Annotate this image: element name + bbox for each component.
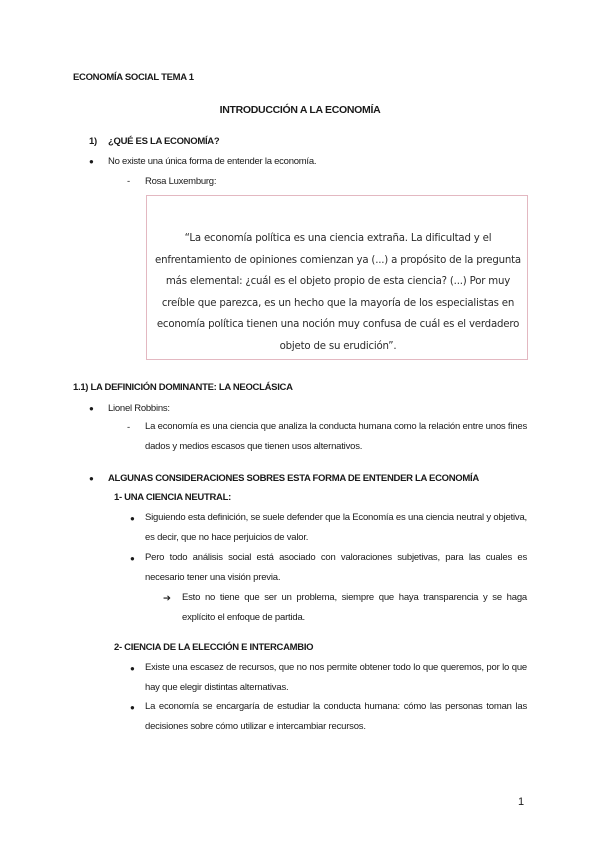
subsection-heading: 1.1) LA DEFINICIÓN DOMINANTE: LA NEOCLÁSICA — [73, 382, 293, 393]
bullet-icon: ● — [130, 703, 135, 712]
choice-heading: 2- CIENCIA DE LA ELECCIÓN E INTERCAMBIO — [114, 642, 314, 653]
document-header: ECONOMÍA SOCIAL TEMA 1 — [73, 72, 194, 83]
arrow-icon: ➔ — [163, 593, 171, 604]
neutral-arrow-text: Esto no tiene que ser un problema, siempre que haya transparencia y se haga explícito el enfoque de partida. — [182, 592, 527, 623]
bullet-icon: ● — [130, 664, 135, 673]
bullet-icon: ● — [89, 404, 94, 413]
definition-paragraph: La economía es una ciencia que analiza la conducta humana como la relación entre unos fines dados y medios escasos que tienen usos alternativos. — [145, 421, 527, 452]
bullet-icon: ● — [89, 474, 94, 483]
quote-text: “La economía política es una ciencia extraña. La dificultad y el enfrentamiento de opiniones comienzan ya (...) a propósito de la pregunta más elemental: ¿cuál es el objeto propio de esta ciencia? (...) Por muy creíble que parezca, es un hecho que la mayoría de los especialistas en economía política tienen una noción muy confusa de cuál es el verdadero objeto de su erudición”. — [155, 233, 521, 352]
quote-box — [146, 195, 528, 360]
sub-item-text: Rosa Luxemburg: — [145, 176, 217, 187]
dash-icon: - — [127, 176, 130, 187]
bullet-text: Lionel Robbins: — [108, 403, 170, 414]
considerations-heading: ALGUNAS CONSIDERACIONES SOBRES ESTA FORMA DE ENTENDER LA ECONOMÍA — [108, 473, 479, 484]
bullet-icon: ● — [130, 514, 135, 523]
neutral-item-1: Siguiendo esta definición, se suele defender que la Economía es una ciencia neutral y objetiva, es decir, que no hace perjuicios de valor. — [145, 512, 527, 543]
section-heading: ¿QUÉ ES LA ECONOMÍA? — [108, 136, 220, 147]
bullet-icon: ● — [89, 157, 94, 166]
dash-icon: - — [127, 422, 130, 433]
section-number: 1) — [89, 136, 97, 147]
page-number: 1 — [518, 796, 525, 808]
bullet-text: No existe una única forma de entender la economía. — [108, 156, 317, 167]
document-title: INTRODUCCIÓN A LA ECONOMÍA — [219, 104, 381, 116]
choice-item-1: Existe una escasez de recursos, que no nos permite obtener todo lo que queremos, por lo que hay que elegir distintas alternativas. — [145, 662, 527, 693]
neutral-heading: 1- UNA CIENCIA NEUTRAL: — [114, 492, 231, 503]
bullet-icon: ● — [130, 554, 135, 563]
neutral-item-2: Pero todo análisis social está asociado con valoraciones subjetivas, para las cuales es necesario tener una visión previa. — [145, 552, 527, 583]
choice-item-2: La economía se encargaría de estudiar la conducta humana: cómo las personas toman las decisiones sobre cómo utilizar e intercambiar recursos. — [145, 701, 527, 732]
